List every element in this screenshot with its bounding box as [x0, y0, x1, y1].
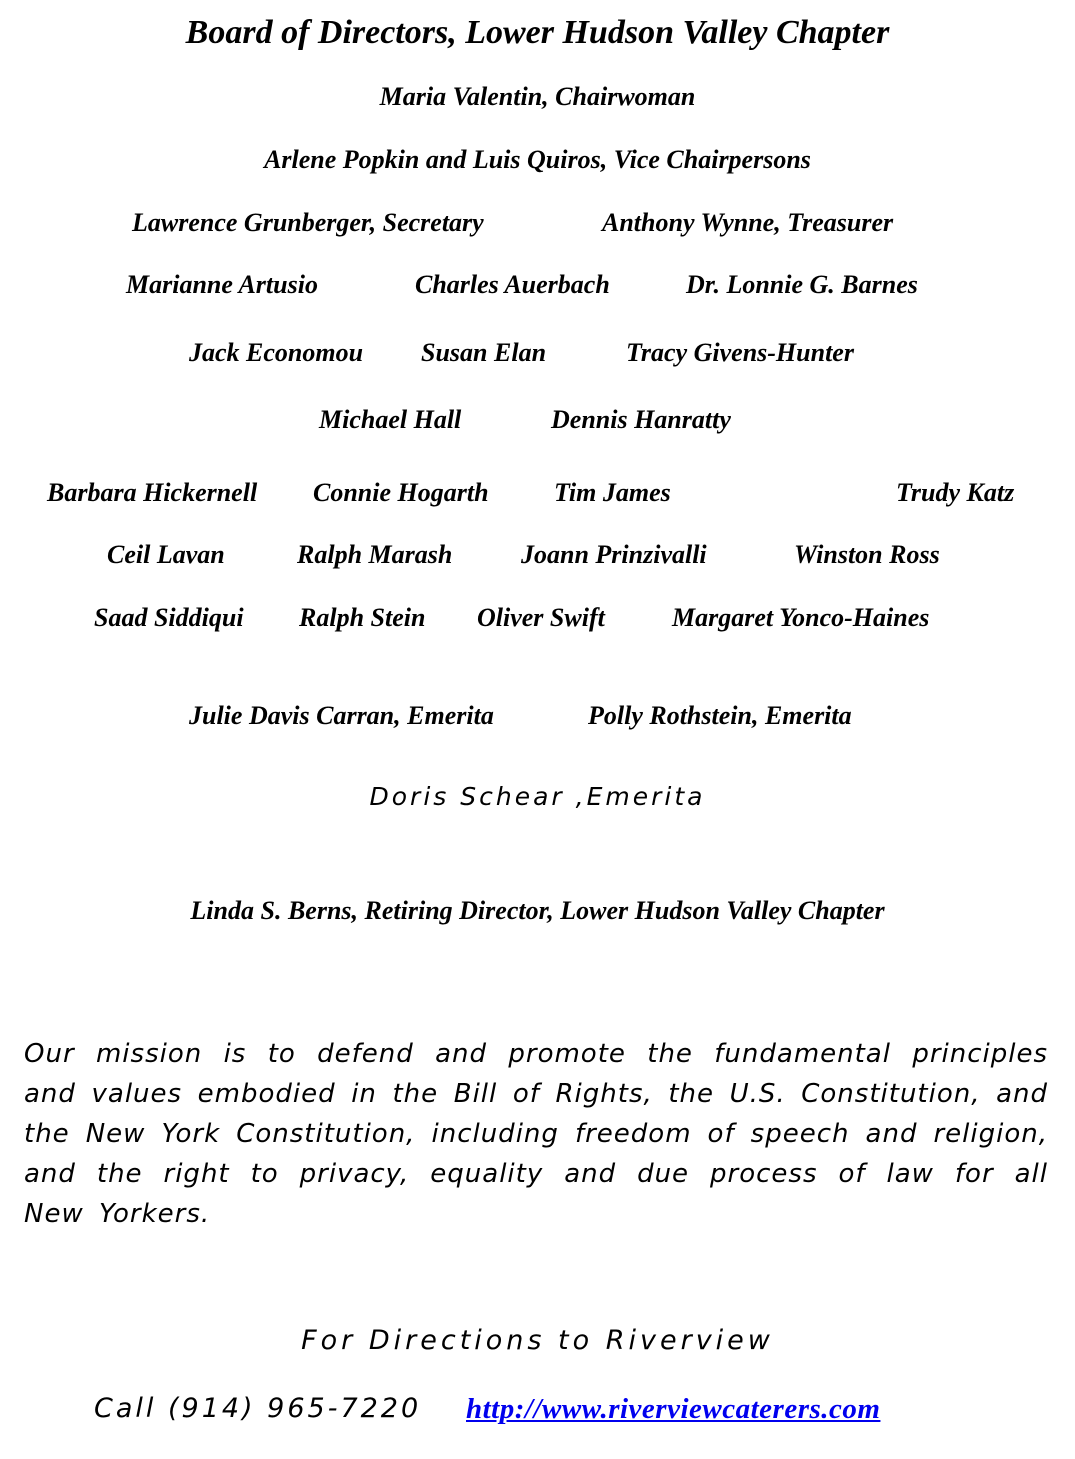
director-name: Tracy Givens-Hunter [626, 338, 854, 367]
mission-statement: Our mission is to defend and promote the fundamental principles and values embodied in the Bill of Rights, the U.S. Constitution, and the New York Constitution, including freedom of speech and religion, and the right to privacy, equality and due process of law for all New Yorkers. [24, 1039, 1048, 1229]
treasurer-name: Anthony Wynne, Treasurer [602, 208, 894, 237]
vice-chairs-line: Arlene Popkin and Luis Quiros, Vice Chairpersons [264, 145, 811, 174]
director-name: Dr. Lonnie G. Barnes [686, 270, 918, 299]
director-name: Joann Prinzivalli [521, 540, 707, 569]
director-name: Margaret Yonco-Haines [672, 603, 930, 632]
director-name: Barbara Hickernell [47, 478, 258, 507]
director-name: Jack Economou [189, 338, 364, 367]
phone-number: Call (914) 965-7220 [94, 1393, 422, 1424]
chairwoman-line: Maria Valentin, Chairwoman [379, 82, 696, 111]
director-name: Susan Elan [421, 338, 547, 367]
director-name: Oliver Swift [477, 603, 605, 632]
director-name: Dennis Hanratty [551, 405, 731, 434]
director-name: Marianne Artusio [126, 270, 318, 299]
director-name: Michael Hall [319, 405, 462, 434]
director-name: Charles Auerbach [415, 270, 610, 299]
emerita-name: Polly Rothstein, Emerita [588, 701, 852, 730]
director-name: Connie Hogarth [313, 478, 489, 507]
emerita-name: Doris Schear ,Emerita [369, 782, 706, 811]
website-link[interactable]: http://www.riverviewcaterers.com [466, 1393, 881, 1425]
director-name: Saad Siddiqui [94, 603, 244, 632]
director-name: Ceil Lavan [107, 540, 225, 569]
director-name: Winston Ross [794, 540, 940, 569]
director-name: Ralph Stein [299, 603, 426, 632]
board-title: Board of Directors, Lower Hudson Valley Chapter [185, 14, 890, 51]
director-name: Trudy Katz [896, 478, 1015, 507]
secretary-name: Lawrence Grunberger, Secretary [132, 208, 484, 237]
director-name: Tim James [554, 478, 671, 507]
directions-heading: For Directions to Riverview [301, 1325, 774, 1356]
director-name: Ralph Marash [297, 540, 453, 569]
emerita-name: Julie Davis Carran, Emerita [189, 701, 494, 730]
retiring-director-line: Linda S. Berns, Retiring Director, Lower Hudson Valley Chapter [190, 896, 885, 925]
